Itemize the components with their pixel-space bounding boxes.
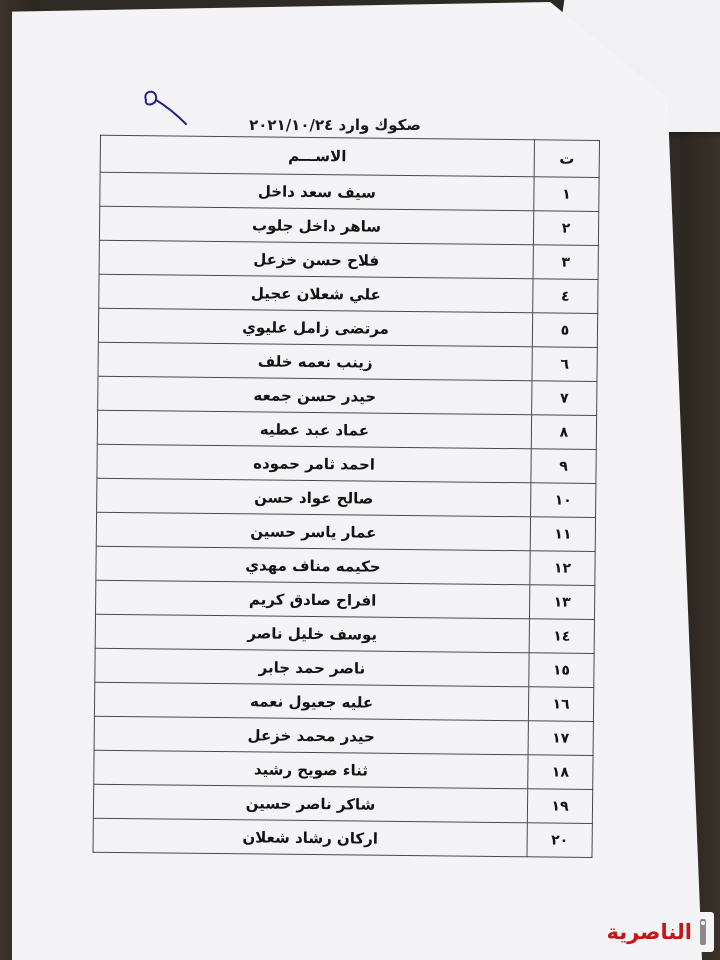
row-index: ١١ bbox=[530, 517, 595, 552]
watermark-logo-text: الناصرية bbox=[606, 920, 692, 944]
table-row bbox=[97, 410, 596, 449]
row-name: شاكر ناصر حسين bbox=[93, 784, 527, 823]
row-index: ١٢ bbox=[530, 551, 595, 586]
document-header: صكوك وارد ٢٠٢١/١٠/٢٤ bbox=[249, 116, 421, 134]
row-name: ناصر حمد جابر bbox=[95, 648, 529, 687]
row-index: ١٨ bbox=[528, 755, 593, 790]
row-name: حكيمه مناف مهدي bbox=[96, 546, 530, 585]
table-row bbox=[98, 308, 597, 347]
column-header-index: ت bbox=[534, 140, 599, 178]
row-index: ٨ bbox=[531, 415, 596, 450]
table-row bbox=[94, 682, 593, 721]
table-row bbox=[96, 580, 595, 619]
row-name: علي شعلان عجيل bbox=[99, 274, 533, 313]
row-name: يوسف خليل ناصر bbox=[95, 614, 529, 653]
table-row bbox=[93, 784, 592, 823]
table-row bbox=[97, 478, 596, 517]
row-name: فلاح حسن خزعل bbox=[99, 240, 533, 279]
table-row bbox=[97, 444, 596, 483]
table-row bbox=[95, 614, 594, 653]
table-header-row bbox=[100, 135, 599, 177]
row-name: افراح صادق كريم bbox=[96, 580, 530, 619]
row-name: عماد عبد عطيه bbox=[97, 410, 531, 449]
row-name: اركان رشاد شعلان bbox=[93, 818, 527, 857]
table-row bbox=[94, 750, 593, 789]
row-index: ٧ bbox=[532, 381, 597, 416]
row-name: حيدر حسن جمعه bbox=[98, 376, 532, 415]
row-index: ١٣ bbox=[529, 585, 594, 620]
handwritten-page-number bbox=[136, 86, 192, 126]
row-index: ١٥ bbox=[529, 653, 594, 688]
table-row bbox=[98, 376, 597, 415]
row-index: ١٧ bbox=[528, 721, 593, 756]
table-row bbox=[96, 512, 595, 551]
row-name: ثناء صويح رشيد bbox=[94, 750, 528, 789]
row-name: صالح عواد حسن bbox=[97, 478, 531, 517]
row-name: سيف سعد داخل bbox=[100, 172, 534, 211]
row-index: ١٤ bbox=[529, 619, 594, 654]
row-index: ١٦ bbox=[528, 687, 593, 722]
table-row bbox=[98, 342, 597, 381]
table-row bbox=[100, 172, 599, 211]
row-name: حيدر محمد خزعل bbox=[94, 716, 528, 755]
table-row bbox=[94, 716, 593, 755]
row-index: ٢٠ bbox=[527, 823, 592, 858]
row-name: عليه جعيول نعمه bbox=[94, 682, 528, 721]
row-index: ١٩ bbox=[527, 789, 592, 824]
row-index: ١٠ bbox=[531, 483, 596, 518]
row-index: ٩ bbox=[531, 449, 596, 484]
table-row bbox=[99, 206, 598, 245]
row-name: عمار ياسر حسين bbox=[96, 512, 530, 551]
table-row bbox=[96, 546, 595, 585]
row-name: مرتضى زامل عليوي bbox=[98, 308, 532, 347]
watermark-logo bbox=[582, 912, 714, 952]
logo-mark-icon bbox=[696, 917, 710, 947]
row-index: ٢ bbox=[533, 211, 598, 246]
row-name: زينب نعمه خلف bbox=[98, 342, 532, 381]
row-index: ٦ bbox=[532, 347, 597, 382]
row-index: ١ bbox=[534, 177, 599, 212]
table-row bbox=[99, 240, 598, 279]
row-name: احمد ثامر حموده bbox=[97, 444, 531, 483]
row-index: ٥ bbox=[532, 313, 597, 348]
column-header-name: الاســـم bbox=[100, 135, 534, 177]
names-table bbox=[93, 135, 600, 858]
table-row bbox=[95, 648, 594, 687]
row-index: ٤ bbox=[533, 279, 598, 314]
row-name: ساهر داخل جلوب bbox=[99, 206, 533, 245]
table-row bbox=[99, 274, 598, 313]
row-index: ٣ bbox=[533, 245, 598, 280]
table-row bbox=[93, 818, 592, 857]
